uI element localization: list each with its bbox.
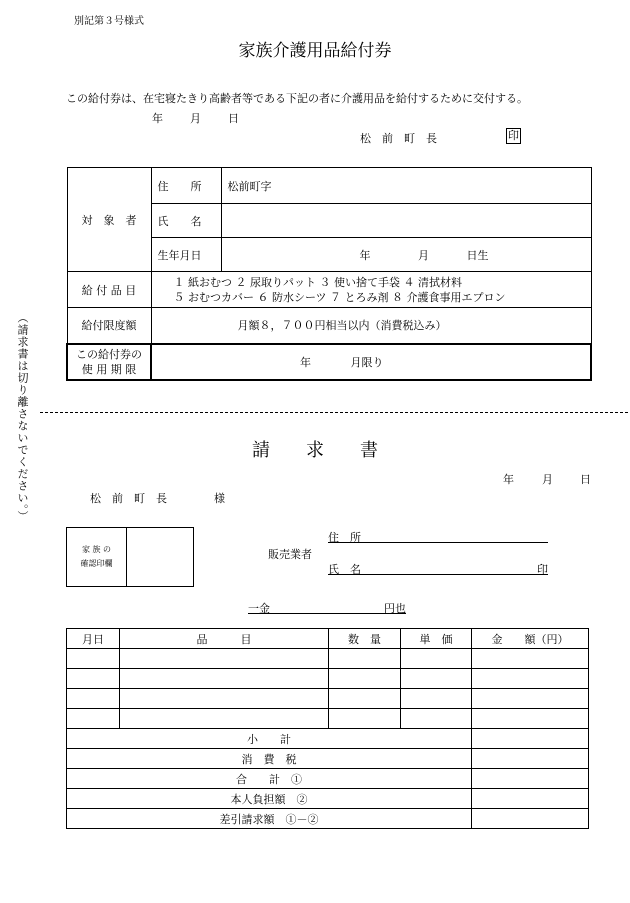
header-item: 品 目 bbox=[120, 629, 329, 649]
period-label-1: この給付券の bbox=[76, 347, 142, 361]
issue-date-month: 月 bbox=[190, 112, 201, 125]
items-line-2: ５ おむつカバー ６ 防水シーツ ７ とろみ剤 ８ 介護食事用エプロン bbox=[173, 290, 506, 304]
family-confirm-label-2: 確認印欄 bbox=[80, 559, 113, 568]
birth-month: 月 bbox=[418, 248, 429, 262]
invoice-items-table bbox=[66, 628, 589, 829]
birth-value[interactable] bbox=[221, 238, 591, 272]
header-date: 月日 bbox=[67, 629, 120, 649]
amount-prefix: 一金 bbox=[248, 602, 270, 615]
birth-label: 生年月日 bbox=[151, 238, 221, 272]
summary-label-tax: 消 費 税 bbox=[67, 749, 472, 769]
row-unit-price[interactable] bbox=[401, 669, 472, 689]
row-date[interactable] bbox=[67, 669, 120, 689]
invoice-date-day: 日 bbox=[580, 473, 591, 486]
row-date[interactable] bbox=[67, 649, 120, 669]
period-month: 月限り bbox=[350, 355, 384, 369]
family-confirm-label-1: 家 族 の bbox=[81, 545, 112, 554]
vendor-address-field[interactable] bbox=[328, 529, 548, 543]
row-date[interactable] bbox=[67, 689, 120, 709]
items-label: 給 付 品 目 bbox=[67, 272, 151, 308]
row-quantity[interactable] bbox=[329, 689, 401, 709]
row-amount[interactable] bbox=[472, 669, 589, 689]
summary-row-tax bbox=[67, 749, 589, 769]
family-confirm-box bbox=[66, 527, 194, 587]
voucher-table bbox=[66, 167, 592, 381]
summary-value-subtotal[interactable] bbox=[472, 729, 589, 749]
row-item[interactable] bbox=[120, 709, 329, 729]
row-amount[interactable] bbox=[472, 689, 589, 709]
table-row bbox=[67, 709, 589, 729]
vendor-address-label: 住 所 bbox=[328, 531, 361, 544]
summary-row-total bbox=[67, 769, 589, 789]
address-label: 住 所 bbox=[151, 168, 221, 204]
subject-label: 対 象 者 bbox=[67, 168, 151, 272]
row-item[interactable] bbox=[120, 669, 329, 689]
period-value[interactable] bbox=[151, 344, 591, 380]
address-value[interactable]: 松前町字 bbox=[221, 168, 591, 204]
table-row bbox=[67, 669, 589, 689]
row-unit-price[interactable] bbox=[401, 649, 472, 669]
vendor-seal: 印 bbox=[537, 563, 548, 576]
summary-row-self-pay bbox=[67, 789, 589, 809]
voucher-title: 家族介護用品給付券 bbox=[238, 41, 392, 61]
items-list bbox=[151, 272, 591, 308]
vendor-label: 販売業者 bbox=[268, 548, 312, 561]
issuer-name: 松 前 町 長 bbox=[360, 132, 437, 145]
family-confirm-label bbox=[67, 528, 127, 587]
summary-label-claim: 差引請求額 ①－② bbox=[67, 809, 472, 829]
row-quantity[interactable] bbox=[329, 709, 401, 729]
amount-line[interactable] bbox=[248, 600, 406, 614]
period-label bbox=[67, 344, 151, 380]
summary-row-subtotal bbox=[67, 729, 589, 749]
row-amount[interactable] bbox=[472, 649, 589, 669]
table-row bbox=[67, 689, 589, 709]
summary-value-self-pay[interactable] bbox=[472, 789, 589, 809]
row-date[interactable] bbox=[67, 709, 120, 729]
summary-row-claim bbox=[67, 809, 589, 829]
header-quantity: 数 量 bbox=[329, 629, 401, 649]
summary-label-total: 合 計 ① bbox=[67, 769, 472, 789]
summary-value-total[interactable] bbox=[472, 769, 589, 789]
family-confirm-stamp-area[interactable] bbox=[127, 528, 194, 587]
vendor-name-label: 氏 名 bbox=[328, 563, 361, 576]
summary-value-claim[interactable] bbox=[472, 809, 589, 829]
limit-label: 給付限度額 bbox=[67, 308, 151, 344]
row-item[interactable] bbox=[120, 689, 329, 709]
cut-line bbox=[40, 412, 628, 413]
row-quantity[interactable] bbox=[329, 649, 401, 669]
name-label: 氏 名 bbox=[151, 204, 221, 238]
row-item[interactable] bbox=[120, 649, 329, 669]
period-label-2: 使 用 期 限 bbox=[81, 362, 137, 376]
invoice-date-month: 月 bbox=[542, 473, 553, 486]
issuer-seal: 印 bbox=[508, 129, 519, 142]
invoice-date-year: 年 bbox=[503, 473, 514, 486]
name-value[interactable] bbox=[221, 204, 591, 238]
row-unit-price[interactable] bbox=[401, 709, 472, 729]
limit-value: 月額８，７００円相当以内（消費税込み） bbox=[151, 308, 591, 344]
summary-value-tax[interactable] bbox=[472, 749, 589, 769]
issue-date-year: 年 bbox=[152, 112, 163, 125]
form-number: 別記第３号様式 bbox=[74, 16, 144, 27]
row-unit-price[interactable] bbox=[401, 689, 472, 709]
birth-year: 年 bbox=[359, 248, 371, 262]
issue-date-day: 日 bbox=[228, 112, 239, 125]
header-unit-price: 単 価 bbox=[401, 629, 472, 649]
birth-day: 日生 bbox=[466, 248, 489, 262]
row-amount[interactable] bbox=[472, 709, 589, 729]
summary-label-self-pay: 本人負担額 ② bbox=[67, 789, 472, 809]
items-line-1: １ 紙おむつ ２ 尿取りパット ３ 使い捨て手袋 ４ 清拭材料 bbox=[173, 275, 462, 289]
header-amount: 金 額（円） bbox=[472, 629, 589, 649]
invoice-addressee: 松 前 町 長 bbox=[90, 492, 167, 505]
summary-label-subtotal: 小 計 bbox=[67, 729, 472, 749]
voucher-intro: この給付券は、在宅寝たきり高齢者等である下記の者に介護用品を給付するために交付する。 bbox=[66, 92, 528, 105]
side-note: （請求書は切り離さないでください。） bbox=[16, 312, 29, 523]
invoice-honorific: 様 bbox=[214, 492, 225, 505]
period-year: 年 bbox=[300, 355, 311, 369]
row-quantity[interactable] bbox=[329, 669, 401, 689]
vendor-name-field[interactable] bbox=[328, 561, 548, 575]
table-row bbox=[67, 649, 589, 669]
amount-suffix: 円也 bbox=[384, 602, 406, 615]
invoice-title: 請 求 書 bbox=[252, 440, 378, 461]
